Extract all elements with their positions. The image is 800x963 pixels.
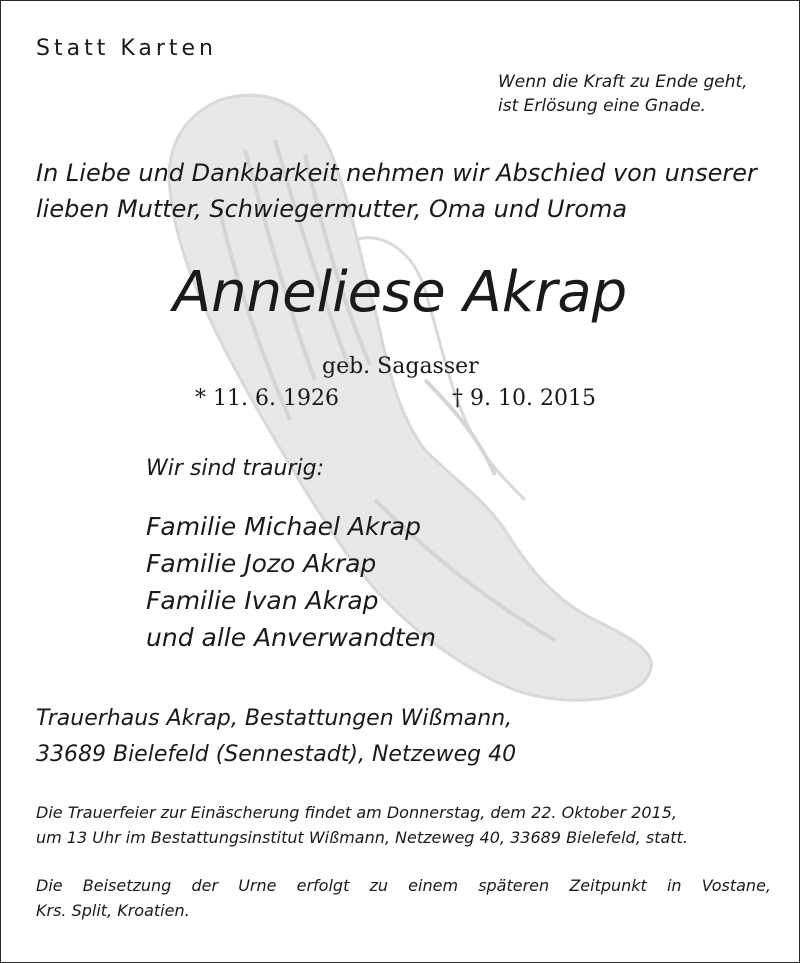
birth-name: geb. Sagasser (322, 354, 479, 379)
mourner-item: Familie Michael Akrap (146, 512, 421, 541)
mourner-item: und alle Anverwandten (146, 623, 436, 652)
mourning-house-address (36, 701, 516, 773)
intro-text (36, 155, 776, 227)
death-date: † 9. 10. 2015 (452, 386, 596, 411)
deceased-name: Anneliese Akrap (172, 260, 628, 325)
birth-date: * 11. 6. 1926 (195, 386, 339, 411)
ceremony-info (36, 800, 688, 850)
motto-line: ist Erlösung eine Gnade. (498, 96, 706, 116)
motto-quote (498, 70, 788, 118)
address-line: 33689 Bielefeld (Sennestadt), Netzeweg 40 (36, 742, 517, 767)
mourners-list (146, 508, 436, 656)
burial-line: Krs. Split, Kroatien. (36, 901, 190, 920)
burial-line: Die Beisetzung der Urne erfolgt zu einem späteren Zeitpunkt in Vostane, (36, 876, 771, 895)
intro-line: In Liebe und Dankbarkeit nehmen wir Abschied von unserer (36, 159, 757, 187)
intro-line: lieben Mutter, Schwiegermutter, Oma und Uroma (36, 195, 628, 223)
ceremony-line: um 13 Uhr im Bestattungsinstitut Wißmann, Netzeweg 40, 33689 Bielefeld, statt. (36, 828, 688, 847)
burial-info (36, 873, 771, 923)
motto-line: Wenn die Kraft zu Ende geht, (498, 72, 748, 92)
statt-karten-label: Statt Karten (36, 36, 217, 61)
address-line: Trauerhaus Akrap, Bestattungen Wißmann, (36, 706, 513, 731)
mourner-item: Familie Jozo Akrap (146, 549, 377, 578)
ceremony-line: Die Trauerfeier zur Einäscherung findet am Donnerstag, dem 22. Oktober 2015, (36, 803, 677, 822)
mourner-item: Familie Ivan Akrap (146, 586, 379, 615)
mourners-heading: Wir sind traurig: (146, 456, 325, 481)
